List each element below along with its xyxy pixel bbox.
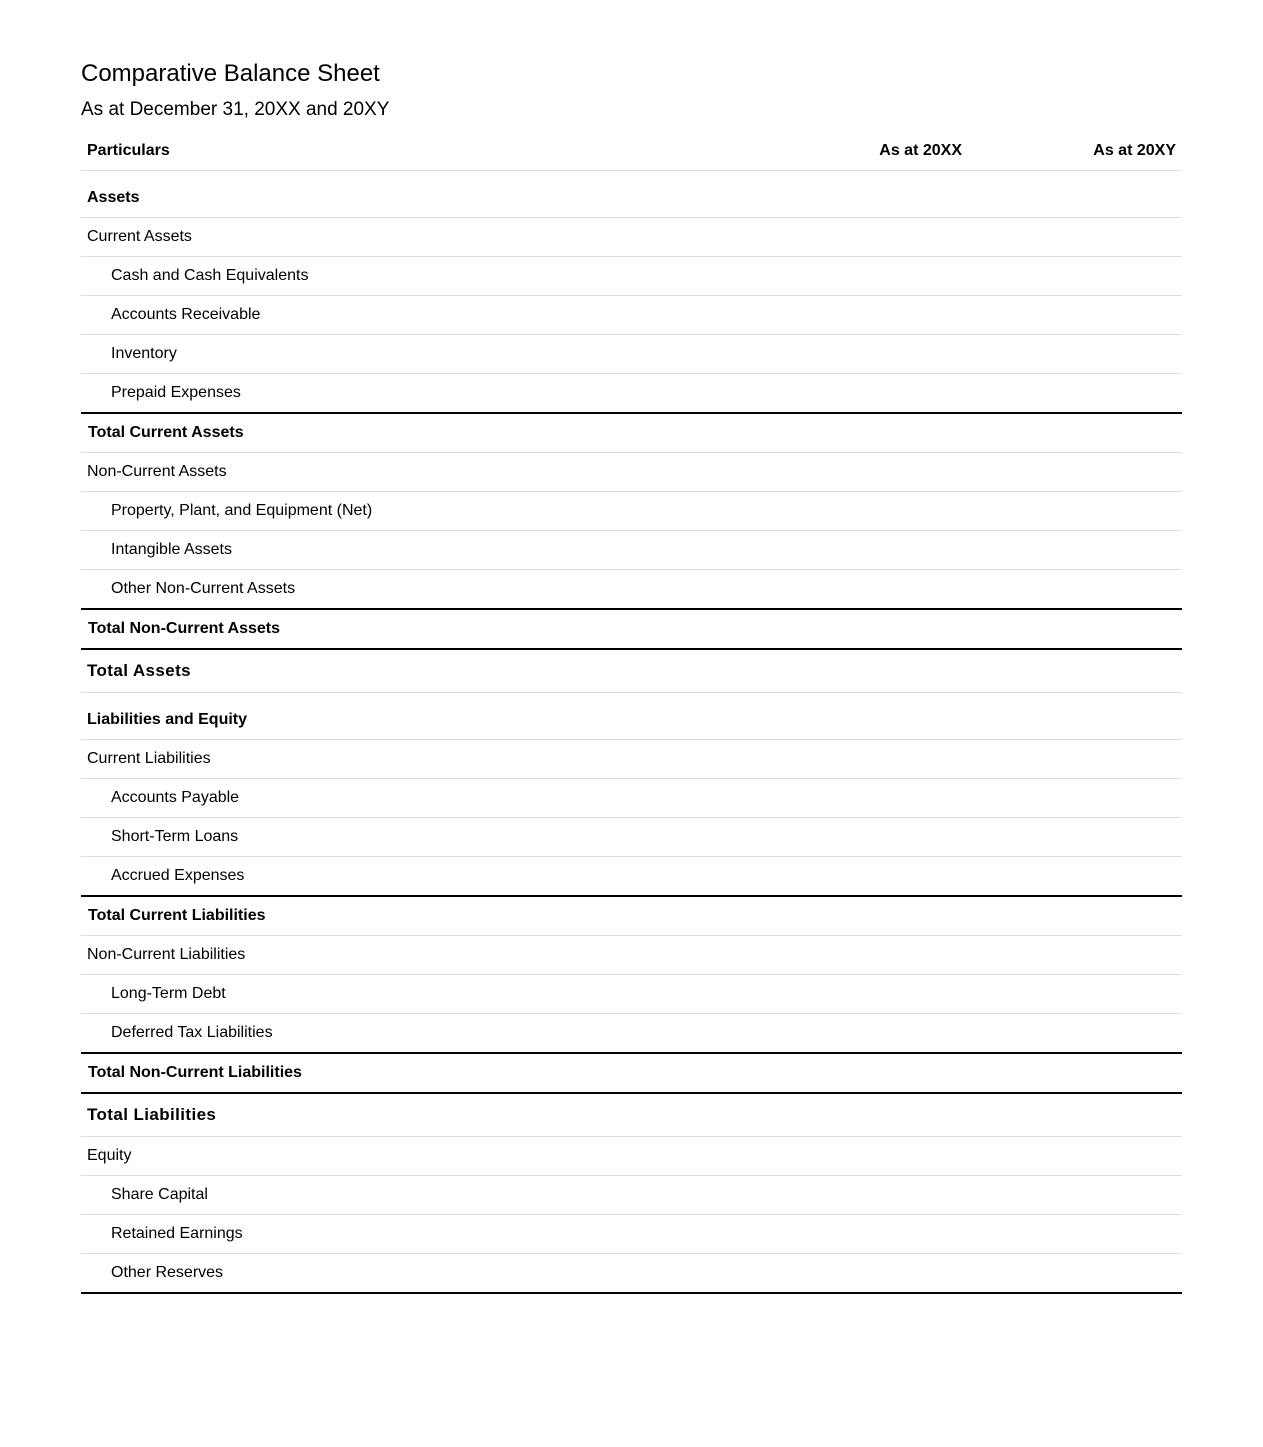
row-label: Other Reserves bbox=[81, 1254, 754, 1294]
value-20xx bbox=[754, 693, 968, 740]
header-as-at-20xx: As at 20XX bbox=[754, 131, 968, 171]
value-20xx bbox=[754, 374, 968, 414]
value-20xy bbox=[968, 857, 1182, 897]
value-20xx bbox=[754, 1053, 968, 1093]
value-20xy bbox=[968, 649, 1182, 693]
value-20xy bbox=[968, 335, 1182, 374]
value-20xy bbox=[968, 531, 1182, 570]
group-row-current-liabilities bbox=[81, 740, 1182, 779]
row-label: Total Assets bbox=[81, 649, 754, 693]
value-20xy bbox=[968, 896, 1182, 936]
row-label: Short-Term Loans bbox=[81, 818, 754, 857]
value-20xx bbox=[754, 818, 968, 857]
header-particulars: Particulars bbox=[81, 131, 754, 171]
table-body bbox=[81, 171, 1182, 1294]
value-20xx bbox=[754, 531, 968, 570]
value-20xx bbox=[754, 740, 968, 779]
value-20xx bbox=[754, 335, 968, 374]
value-20xy bbox=[968, 570, 1182, 610]
value-20xx bbox=[754, 936, 968, 975]
value-20xy bbox=[968, 218, 1182, 257]
row-label: Prepaid Expenses bbox=[81, 374, 754, 414]
value-20xy bbox=[968, 1014, 1182, 1054]
item-row-inventory bbox=[81, 335, 1182, 374]
row-label: Other Non-Current Assets bbox=[81, 570, 754, 610]
item-row-accrued-expenses bbox=[81, 857, 1182, 897]
value-20xy bbox=[968, 1215, 1182, 1254]
value-20xy bbox=[968, 171, 1182, 218]
value-20xy bbox=[968, 1093, 1182, 1137]
row-label: Accounts Payable bbox=[81, 779, 754, 818]
grand-total-row-liabilities bbox=[81, 1093, 1182, 1137]
row-label: Long-Term Debt bbox=[81, 975, 754, 1014]
value-20xx bbox=[754, 1093, 968, 1137]
item-row-intangible-assets bbox=[81, 531, 1182, 570]
subtotal-row-current-assets bbox=[81, 413, 1182, 453]
value-20xy bbox=[968, 818, 1182, 857]
value-20xx bbox=[754, 1215, 968, 1254]
row-label: Accrued Expenses bbox=[81, 857, 754, 897]
value-20xy bbox=[968, 975, 1182, 1014]
value-20xy bbox=[968, 693, 1182, 740]
value-20xx bbox=[754, 492, 968, 531]
value-20xx bbox=[754, 779, 968, 818]
value-20xy bbox=[968, 257, 1182, 296]
row-label: Share Capital bbox=[81, 1176, 754, 1215]
row-label: Total Non-Current Liabilities bbox=[81, 1053, 754, 1093]
item-row-cash bbox=[81, 257, 1182, 296]
item-row-long-term-debt bbox=[81, 975, 1182, 1014]
item-row-retained-earnings bbox=[81, 1215, 1182, 1254]
row-label: Assets bbox=[81, 171, 754, 218]
row-label: Intangible Assets bbox=[81, 531, 754, 570]
value-20xy bbox=[968, 413, 1182, 453]
item-row-short-term-loans bbox=[81, 818, 1182, 857]
value-20xy bbox=[968, 1176, 1182, 1215]
balance-sheet-table bbox=[81, 131, 1182, 1294]
group-row-equity bbox=[81, 1137, 1182, 1176]
item-row-other-reserves bbox=[81, 1254, 1182, 1294]
value-20xx bbox=[754, 975, 968, 1014]
row-label: Accounts Receivable bbox=[81, 296, 754, 335]
value-20xx bbox=[754, 218, 968, 257]
value-20xx bbox=[754, 1254, 968, 1294]
item-row-accounts-receivable bbox=[81, 296, 1182, 335]
value-20xx bbox=[754, 171, 968, 218]
row-label: Retained Earnings bbox=[81, 1215, 754, 1254]
header-as-at-20xy: As at 20XY bbox=[968, 131, 1182, 171]
row-label: Equity bbox=[81, 1137, 754, 1176]
group-row-non-current-liabilities bbox=[81, 936, 1182, 975]
subtotal-row-current-liabilities bbox=[81, 896, 1182, 936]
value-20xy bbox=[968, 374, 1182, 414]
value-20xx bbox=[754, 257, 968, 296]
row-label: Deferred Tax Liabilities bbox=[81, 1014, 754, 1054]
value-20xx bbox=[754, 649, 968, 693]
value-20xy bbox=[968, 296, 1182, 335]
grand-total-row-assets bbox=[81, 649, 1182, 693]
value-20xx bbox=[754, 453, 968, 492]
row-label: Total Non-Current Assets bbox=[81, 609, 754, 649]
row-label: Total Current Assets bbox=[81, 413, 754, 453]
value-20xx bbox=[754, 1176, 968, 1215]
value-20xx bbox=[754, 857, 968, 897]
value-20xy bbox=[968, 740, 1182, 779]
page-subtitle: As at December 31, 20XX and 20XY bbox=[81, 99, 390, 120]
item-row-prepaid-expenses bbox=[81, 374, 1182, 414]
group-row-current-assets bbox=[81, 218, 1182, 257]
row-label: Total Current Liabilities bbox=[81, 896, 754, 936]
value-20xx bbox=[754, 296, 968, 335]
row-label: Liabilities and Equity bbox=[81, 693, 754, 740]
group-row-non-current-assets bbox=[81, 453, 1182, 492]
table-header-row bbox=[81, 131, 1182, 171]
row-label: Inventory bbox=[81, 335, 754, 374]
subtotal-row-non-current-liabilities bbox=[81, 1053, 1182, 1093]
value-20xy bbox=[968, 453, 1182, 492]
item-row-other-non-current-assets bbox=[81, 570, 1182, 610]
value-20xx bbox=[754, 413, 968, 453]
item-row-accounts-payable bbox=[81, 779, 1182, 818]
row-label: Property, Plant, and Equipment (Net) bbox=[81, 492, 754, 531]
value-20xy bbox=[968, 936, 1182, 975]
value-20xx bbox=[754, 1014, 968, 1054]
row-label: Cash and Cash Equivalents bbox=[81, 257, 754, 296]
value-20xx bbox=[754, 609, 968, 649]
value-20xy bbox=[968, 1137, 1182, 1176]
row-label: Non-Current Liabilities bbox=[81, 936, 754, 975]
subtotal-row-non-current-assets bbox=[81, 609, 1182, 649]
value-20xy bbox=[968, 779, 1182, 818]
row-label: Total Liabilities bbox=[81, 1093, 754, 1137]
value-20xx bbox=[754, 896, 968, 936]
row-label: Non-Current Assets bbox=[81, 453, 754, 492]
value-20xy bbox=[968, 609, 1182, 649]
value-20xy bbox=[968, 1053, 1182, 1093]
page-title: Comparative Balance Sheet bbox=[81, 60, 380, 87]
item-row-ppe bbox=[81, 492, 1182, 531]
section-row-liabilities-equity bbox=[81, 693, 1182, 740]
row-label: Current Assets bbox=[81, 218, 754, 257]
row-label: Current Liabilities bbox=[81, 740, 754, 779]
value-20xx bbox=[754, 570, 968, 610]
value-20xx bbox=[754, 1137, 968, 1176]
value-20xy bbox=[968, 1254, 1182, 1294]
item-row-share-capital bbox=[81, 1176, 1182, 1215]
item-row-deferred-tax-liabilities bbox=[81, 1014, 1182, 1054]
value-20xy bbox=[968, 492, 1182, 531]
section-row-assets bbox=[81, 171, 1182, 218]
